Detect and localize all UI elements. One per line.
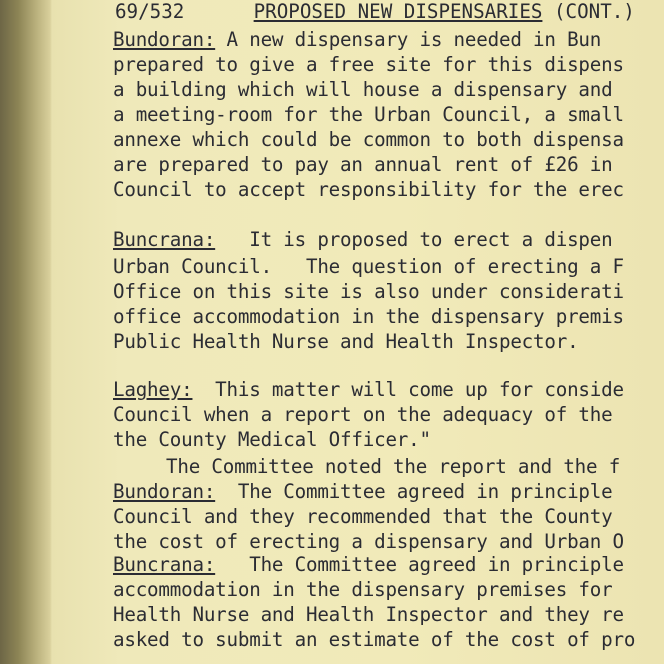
text-line: Council and they recommended that the County [113, 505, 613, 528]
place-heading-bundoran-2: Bundoran: [113, 480, 216, 503]
text-line: Bundoran: A new dispensary is needed in Bun [113, 28, 602, 51]
text-line: the County Medical Officer." [113, 428, 431, 451]
text-line: a meeting-room for the Urban Council, a small [113, 103, 624, 126]
text-line: are prepared to pay an annual rent of £26 in [113, 153, 613, 176]
text-line: Office on this site is also under considerati [113, 280, 624, 303]
text-line: Buncrana: It is proposed to erect a dispen [113, 228, 613, 251]
text-line: prepared to give a free site for this dispens [113, 53, 624, 76]
text-line: a building which will house a dispensary and [113, 78, 613, 101]
text-line: accommodation in the dispensary premises for [113, 578, 613, 601]
text-line: office accommodation in the dispensary premis [113, 305, 624, 328]
text-line: Bundoran: The Committee agreed in principle [113, 480, 613, 503]
text-line: Laghey: This matter will come up for conside [113, 378, 624, 401]
text-line: Health Nurse and Health Inspector and they re [113, 603, 624, 626]
place-heading-laghey: Laghey: [113, 378, 193, 401]
place-heading-buncrana-2: Buncrana: [113, 553, 216, 576]
continued-marker: (CONT.) [553, 0, 635, 23]
page-shadow-edge [0, 0, 52, 664]
text-line: Buncrana: The Committee agreed in principle [113, 553, 624, 576]
page-header [115, 0, 635, 24]
place-heading-bundoran: Bundoran: [113, 28, 216, 51]
document-title: PROPOSED NEW DISPENSARIES [253, 0, 543, 23]
text-line: annexe which could be common to both dispensa [113, 128, 624, 151]
reference-number: 69/532 [115, 0, 185, 23]
place-heading-buncrana: Buncrana: [113, 228, 216, 251]
text-line: Council when a report on the adequacy of the [113, 403, 613, 426]
text-line: Public Health Nurse and Health Inspector. [113, 330, 579, 353]
text-line: the cost of erecting a dispensary and Urban O [113, 530, 624, 553]
text-line: Urban Council. The question of erecting a F [113, 255, 624, 278]
text-line: asked to submit an estimate of the cost of pro [113, 628, 636, 651]
text-line: The Committee noted the report and the f [166, 455, 621, 478]
text-line: Council to accept responsibility for the erec [113, 178, 624, 201]
